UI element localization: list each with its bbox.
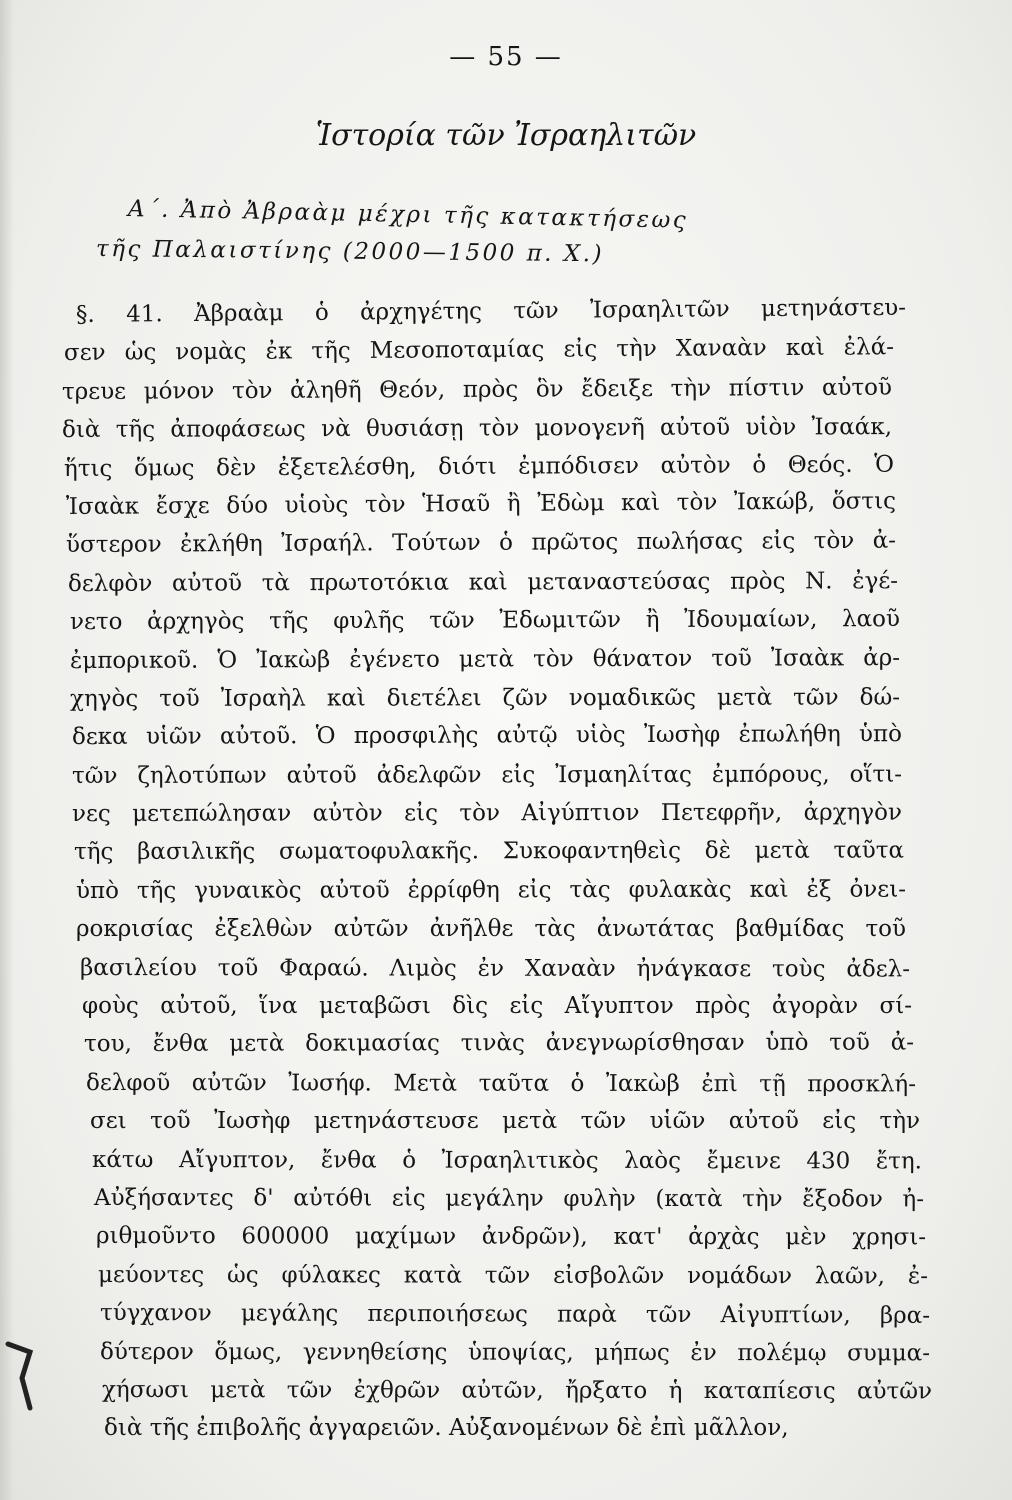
page-binding-shadow: [0, 0, 14, 1500]
text-line: νετο ἀρχηγὸς τῆς φυλῆς τῶν Ἐδωμιτῶν ἢ Ἰδουμαίων, λαοῦ: [69, 606, 901, 636]
text-line: σει τοῦ Ἰωσὴφ μετηνάστευσε μετὰ τῶν υἱῶν αὐτοῦ εἰς τὴν: [90, 1108, 920, 1135]
section-title: Ἱστορία τῶν Ἰσραηλιτῶν: [315, 118, 697, 153]
text-line: του, ἔνθα μετὰ δοκιμασίας τινὰς ἀνεγνωρίσθησαν ὑπὸ τοῦ ἀ-: [83, 1029, 915, 1058]
text-line: μεύοντες ὡς φύλακες κατὰ τῶν εἰσβολῶν νομάδων λαῶν, ἐ-: [97, 1261, 929, 1290]
text-line: ροκρισίας ἐξελθὼν αὐτῶν ἀνῆλθε τὰς ἀνωτάτας βαθμίδας τοῦ: [76, 916, 906, 943]
text-line: χηγὸς τοῦ Ἰσραὴλ καὶ διετέλει ζῶν νομαδικῶς μετὰ τῶν δώ-: [69, 684, 901, 712]
text-line: φοὺς αὐτοῦ, ἵνα μεταβῶσι δὶς εἰς Αἴγυπτον πρὸς ἀγορὰν σί-: [82, 993, 912, 1020]
text-line: κάτω Αἴγυπτον, ἔνθα ὁ Ἰσραηλιτικὸς λαὸς ἔμεινε 430 ἔτη.: [91, 1146, 923, 1175]
text-line: διὰ τῆς ἐπιβολῆς ἀγγαρειῶν. Αὐξανομένων δὲ ἐπὶ μᾶλλον,: [104, 1415, 789, 1442]
body-text: [61, 294, 933, 1448]
text-line: τῆς βασιλικῆς σωματοφυλακῆς. Συκοφαντηθεὶς δὲ μετὰ ταῦτα: [73, 838, 905, 866]
text-line: ὑπὸ τῆς γυναικὸς αὐτοῦ ἐρρίφθη εἰς τὰς φυλακὰς καὶ ἐξ ὀνει-: [75, 876, 907, 904]
text-line: Αὐξήσαντες δ' αὐτόθι εἰς μεγάλην φυλὴν (κατὰ τὴν ἔξοδον ἠ-: [93, 1184, 925, 1213]
text-line: χήσωσι μετὰ τῶν ἐχθρῶν αὐτῶν, ἤρξατο ἡ καταπίεσις αὐτῶν: [101, 1376, 933, 1405]
text-line: ἥτις ὅμως δὲν ἐξετελέσθη, διότι ἐμπόδισεν αὐτὸν ὁ Θεός. Ὁ: [63, 451, 895, 482]
text-line: σεν ὡς νομὰς ἐκ τῆς Μεσοποταμίας εἰς τὴν Χαναὰν καὶ ἐλά-: [63, 334, 895, 367]
text-line: τρευε μόνον τὸν ἀληθῆ Θεόν, πρὸς ὃν ἔδειξε τὴν πίστιν αὐτοῦ: [61, 374, 893, 405]
subtitle-line: τῆς Παλαιστίνης (2000—1500 π. Χ.): [95, 236, 605, 268]
text-line: δελφοῦ αὐτῶν Ἰωσήφ. Μετὰ ταῦτα ὁ Ἰακὼβ ἐπὶ τῇ προσκλή-: [85, 1069, 917, 1098]
margin-bracket-mark: [0, 1338, 40, 1414]
text-line: ἐμπορικοῦ. Ὁ Ἰακὼβ ἐγένετο μετὰ τὸν θάνατον τοῦ Ἰσαὰκ ἀρ-: [69, 644, 901, 674]
text-line: ριθμοῦντο 600000 μαχίμων ἀνδρῶν), κατ' ἀρχὰς μὲν χρησι-: [95, 1223, 927, 1251]
text-line: ὕστερον ἐκλήθη Ἰσραήλ. Τούτων ὁ πρῶτος πωλήσας εἰς τὸν ἀ-: [65, 527, 897, 559]
text-line: τύγχανον μεγάλης περιποιήσεως παρὰ τῶν Αἰγυπτίων, βρα-: [99, 1300, 931, 1330]
text-line: δύτερον ὅμως, γεννηθείσης ὑποψίας, μήπως ἐν πολέμῳ συμμα-: [99, 1338, 931, 1366]
text-line: τῶν ζηλοτύπων αὐτοῦ ἀδελφῶν εἰς Ἰσμαηλίτας ἐμπόρους, οἵτι-: [71, 761, 903, 789]
text-line: §. 41. Ἀβραὰμ ὁ ἀρχηγέτης τῶν Ἰσραηλιτῶν μετηνάστευ-: [75, 294, 907, 328]
text-line: Ἰσαὰκ ἔσχε δύο υἱοὺς τὸν Ἡσαῦ ἢ Ἐδὼμ καὶ τὸν Ἰακώβ, ὅστις: [65, 488, 897, 520]
text-line: διὰ τῆς ἀποφάσεως νὰ θυσιάσῃ τὸν μονογενῆ αὐτοῦ υἱὸν Ἰσαάκ,: [61, 414, 893, 444]
text-line: νες μετεπώλησαν αὐτὸν εἰς τὸν Αἰγύπτιον Πετεφρῆν, ἀρχηγὸν: [71, 799, 903, 828]
text-line: δελφὸν αὐτοῦ τὰ πρωτοτόκια καὶ μεταναστεύσας πρὸς Ν. ἐγέ-: [67, 567, 899, 597]
subtitle-line: Α΄. Ἀπὸ Ἀβραὰμ μέχρι τῆς κατακτήσεως: [127, 196, 689, 234]
text-line: βασιλείου τοῦ Φαραώ. Λιμὸς ἐν Χαναὰν ἠνάγκασε τοὺς ἀδελ-: [79, 954, 911, 983]
text-line: δεκα υἱῶν αὐτοῦ. Ὁ προσφιλὴς αὐτῷ υἱὸς Ἰωσὴφ ἐπωλήθη ὑπὸ: [71, 721, 903, 751]
page-number: — 55 —: [449, 42, 563, 72]
